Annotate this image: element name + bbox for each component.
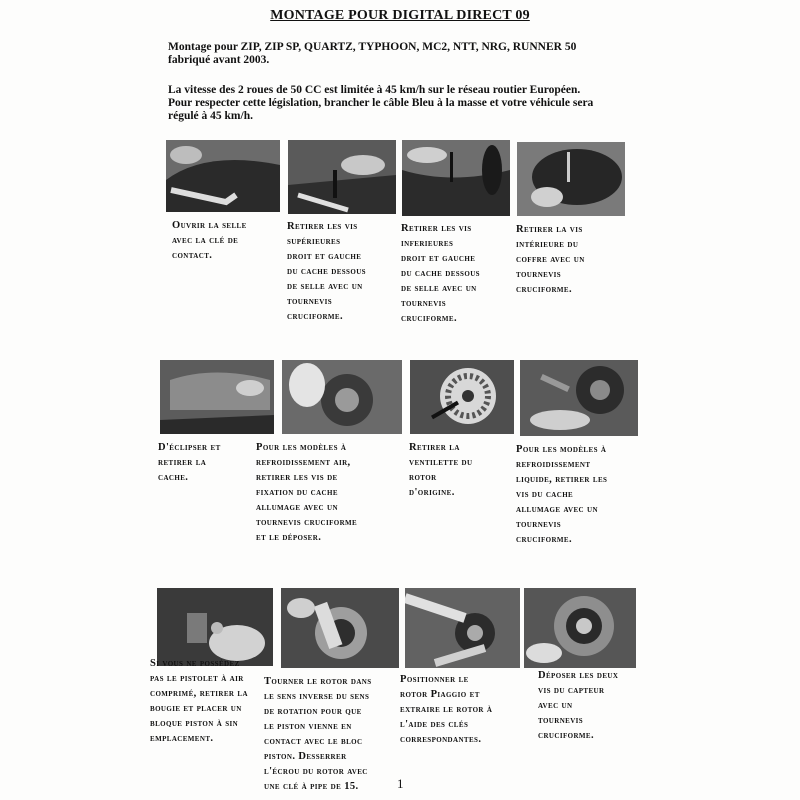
step-line: Pour les modèles à <box>256 442 347 453</box>
step-line: extraire le rotor à <box>400 704 493 715</box>
step-caption <box>409 440 472 500</box>
step-line: allumage avec un <box>256 502 338 513</box>
step-line: rotor Piaggio et <box>400 689 480 700</box>
step-line: fixation du cache <box>256 487 338 498</box>
step-line: cache. <box>158 472 189 483</box>
step-line: droit et gauche <box>287 251 362 262</box>
photo-inner-screw <box>517 142 625 216</box>
step-line: inferieures <box>401 238 454 249</box>
photo-fan <box>410 360 514 434</box>
photo-open-seat <box>166 140 280 212</box>
step-line: cruciforme. <box>287 311 344 322</box>
step-line: vis du capteur <box>538 685 605 696</box>
step-line: D'éclipser et <box>158 442 221 453</box>
step-caption <box>400 672 492 747</box>
step-line: de selle avec un <box>401 283 477 294</box>
step-line: cruciforme. <box>538 730 595 741</box>
photo-air-cooling <box>282 360 402 434</box>
intro-line: fabriqué avant 2003. <box>168 54 270 66</box>
step-caption <box>172 218 247 263</box>
step-line: l'écrou du rotor avec <box>264 766 368 777</box>
page-number: 1 <box>397 776 404 791</box>
step-line: vis du cache <box>516 489 574 500</box>
step-line: rotor <box>409 472 437 483</box>
regulation-notice <box>168 84 638 123</box>
step-line: et le déposer. <box>256 532 322 543</box>
step-line: Pour les modèles à <box>516 444 607 455</box>
step-line: cruciforme. <box>516 284 573 295</box>
step-line: avec un <box>538 700 573 711</box>
step-line: tournevis <box>516 269 562 280</box>
step-line: intérieure du <box>516 239 579 250</box>
step-line: retirer la <box>158 457 207 468</box>
photo-turn-rotor <box>281 588 399 668</box>
step-line: le sens inverse du sens <box>264 691 370 702</box>
step-line: Retirer la vis <box>516 224 583 235</box>
step-caption <box>264 674 372 794</box>
step-caption <box>150 656 248 746</box>
step-line: tournevis <box>516 519 562 530</box>
step-line: refroidissement air, <box>256 457 351 468</box>
photo-piston-block <box>157 588 273 666</box>
step-caption <box>401 221 480 326</box>
step-line: retirer les vis de <box>256 472 338 483</box>
step-line: de rotation pour que <box>264 706 362 717</box>
step-line: Si vous ne possédez <box>150 658 240 669</box>
step-caption <box>287 219 366 324</box>
step-line: contact. <box>172 250 213 261</box>
step-caption <box>256 440 357 545</box>
step-line: du cache dessous <box>401 268 480 279</box>
step-line: avec la clé de <box>172 235 239 246</box>
step-line: une clé à pipe de 15. <box>264 781 359 792</box>
step-line: Retirer les vis <box>287 221 358 232</box>
step-line: piston. Desserrer <box>264 751 347 762</box>
intro-line: Montage pour ZIP, ZIP SP, QUARTZ, TYPHOON, MC2, NTT, NRG, RUNNER 50 <box>168 41 577 53</box>
regulation-line: régulé à 45 km/h. <box>168 110 253 122</box>
photo-upper-screws <box>288 140 396 214</box>
step-caption <box>538 668 618 743</box>
step-line: contact avec le bloc <box>264 736 363 747</box>
step-line: bloque piston à sin <box>150 718 239 729</box>
step-line: Tourner le rotor dans <box>264 676 372 687</box>
step-caption <box>516 442 607 547</box>
step-line: cruciforme. <box>401 313 458 324</box>
step-line: tournevis <box>538 715 584 726</box>
page-title: MONTAGE POUR DIGITAL DIRECT 09 <box>270 8 530 23</box>
step-line: liquide, retirer les <box>516 474 608 485</box>
step-line: emplacement. <box>150 733 214 744</box>
photo-unclip-cover <box>160 360 274 434</box>
step-line: Retirer la <box>409 442 460 453</box>
step-line: tournevis cruciforme <box>256 517 358 528</box>
step-line: de selle avec un <box>287 281 363 292</box>
step-line: le piston vienne en <box>264 721 352 732</box>
step-caption <box>158 440 221 485</box>
step-line: supérieures <box>287 236 341 247</box>
regulation-line: La vitesse des 2 roues de 50 CC est limitée à 45 km/h sur le réseau routier Européen. <box>168 84 581 96</box>
step-line: ventilette du <box>409 457 473 468</box>
step-line: correspondantes. <box>400 734 482 745</box>
step-caption <box>516 222 585 297</box>
step-line: Déposer les deux <box>538 670 619 681</box>
step-line: refroidissement <box>516 459 591 470</box>
step-line: Positionner le <box>400 674 469 685</box>
step-line: Ouvrir la selle <box>172 220 247 231</box>
step-line: d'origine. <box>409 487 455 498</box>
step-line: du cache dessous <box>287 266 366 277</box>
step-line: l'aide des clés <box>400 719 469 730</box>
photo-position-rotor <box>405 588 520 668</box>
photo-sensor-screws <box>524 588 636 668</box>
step-line: Retirer les vis <box>401 223 472 234</box>
step-line: pas le pistolet à air <box>150 673 244 684</box>
step-line: tournevis <box>401 298 447 309</box>
photo-liquid-cooling <box>520 360 638 436</box>
models-intro <box>168 41 638 67</box>
step-line: coffre avec un <box>516 254 585 265</box>
step-line: cruciforme. <box>516 534 573 545</box>
regulation-line: Pour respecter cette législation, brancher le câble Bleu à la masse et votre véhicule sera <box>168 97 594 109</box>
step-line: droit et gauche <box>401 253 476 264</box>
step-line: comprimé, retirer la <box>150 688 248 699</box>
step-line: allumage avec un <box>516 504 598 515</box>
step-line: bougie et placer un <box>150 703 242 714</box>
photo-lower-screws <box>402 140 510 216</box>
step-line: tournevis <box>287 296 333 307</box>
